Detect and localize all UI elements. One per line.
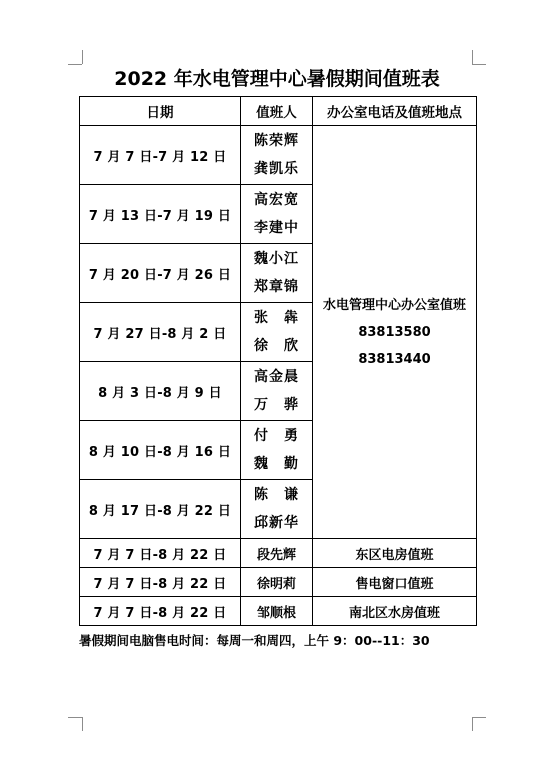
header-staff: 值班人 (241, 97, 313, 126)
staff-name: 李建中 (254, 220, 299, 236)
office-phone-2: 83813440 (358, 351, 431, 367)
staff-cell (241, 303, 313, 362)
crop-mark-bottom-left-v (82, 717, 83, 731)
staff-cell: 徐明莉 (241, 568, 313, 597)
crop-mark-bottom-right-v (472, 717, 473, 731)
staff-cell: 段先辉 (241, 539, 313, 568)
page-title: 2022 年水电管理中心暑假期间值班表 (114, 68, 440, 90)
crop-mark-bottom-left-h (68, 717, 82, 718)
office-duty-cell (313, 126, 477, 539)
staff-name: 付 勇 (254, 428, 299, 444)
table-row (80, 539, 477, 568)
duty-schedule-table (79, 96, 477, 626)
staff-cell (241, 126, 313, 185)
staff-name: 万 骅 (254, 397, 299, 413)
location-cell: 售电窗口值班 (313, 568, 477, 597)
staff-name: 陈 谦 (254, 487, 299, 503)
staff-name: 张 犇 (254, 310, 299, 326)
date-cell: 8 月 3 日-8 月 9 日 (80, 362, 241, 421)
table-header-row (80, 97, 477, 126)
date-cell: 7 月 7 日-7 月 12 日 (80, 126, 241, 185)
table-row (80, 126, 477, 185)
staff-name: 龚凯乐 (254, 161, 299, 177)
header-date: 日期 (80, 97, 241, 126)
staff-name: 徐 欣 (254, 338, 299, 354)
date-cell: 7 月 7 日-8 月 22 日 (80, 568, 241, 597)
crop-mark-top-right-h (472, 64, 486, 65)
date-cell: 7 月 20 日-7 月 26 日 (80, 244, 241, 303)
crop-mark-top-left-h (68, 64, 82, 65)
table-row (80, 568, 477, 597)
staff-name: 陈荣辉 (254, 133, 299, 149)
office-label: 水电管理中心办公室值班 (322, 297, 466, 313)
date-cell: 7 月 13 日-7 月 19 日 (80, 185, 241, 244)
table-row (80, 597, 477, 626)
location-cell: 东区电房值班 (313, 539, 477, 568)
office-phone-1: 83813580 (358, 324, 431, 340)
date-cell: 7 月 7 日-8 月 22 日 (80, 597, 241, 626)
staff-cell (241, 185, 313, 244)
crop-mark-bottom-right-h (472, 717, 486, 718)
location-cell: 南北区水房值班 (313, 597, 477, 626)
staff-cell (241, 244, 313, 303)
date-cell: 7 月 7 日-8 月 22 日 (80, 539, 241, 568)
date-cell: 8 月 17 日-8 月 22 日 (80, 480, 241, 539)
date-cell: 8 月 10 日-8 月 16 日 (80, 421, 241, 480)
staff-cell: 邹顺根 (241, 597, 313, 626)
staff-name: 魏 勤 (254, 456, 299, 472)
staff-name: 高宏宽 (254, 192, 299, 208)
date-cell: 7 月 27 日-8 月 2 日 (80, 303, 241, 362)
crop-mark-top-left-v (82, 50, 83, 64)
staff-cell (241, 421, 313, 480)
staff-cell (241, 480, 313, 539)
staff-name: 郑章锦 (254, 279, 299, 295)
footer-note: 暑假期间电脑售电时间：每周一和周四，上午 9：00--11：30 (79, 633, 430, 648)
staff-cell (241, 362, 313, 421)
staff-name: 高金晨 (254, 369, 299, 385)
crop-mark-top-right-v (472, 50, 473, 64)
staff-name: 魏小江 (254, 251, 299, 267)
staff-name: 邱新华 (254, 515, 299, 531)
header-location: 办公室电话及值班地点 (313, 97, 477, 126)
